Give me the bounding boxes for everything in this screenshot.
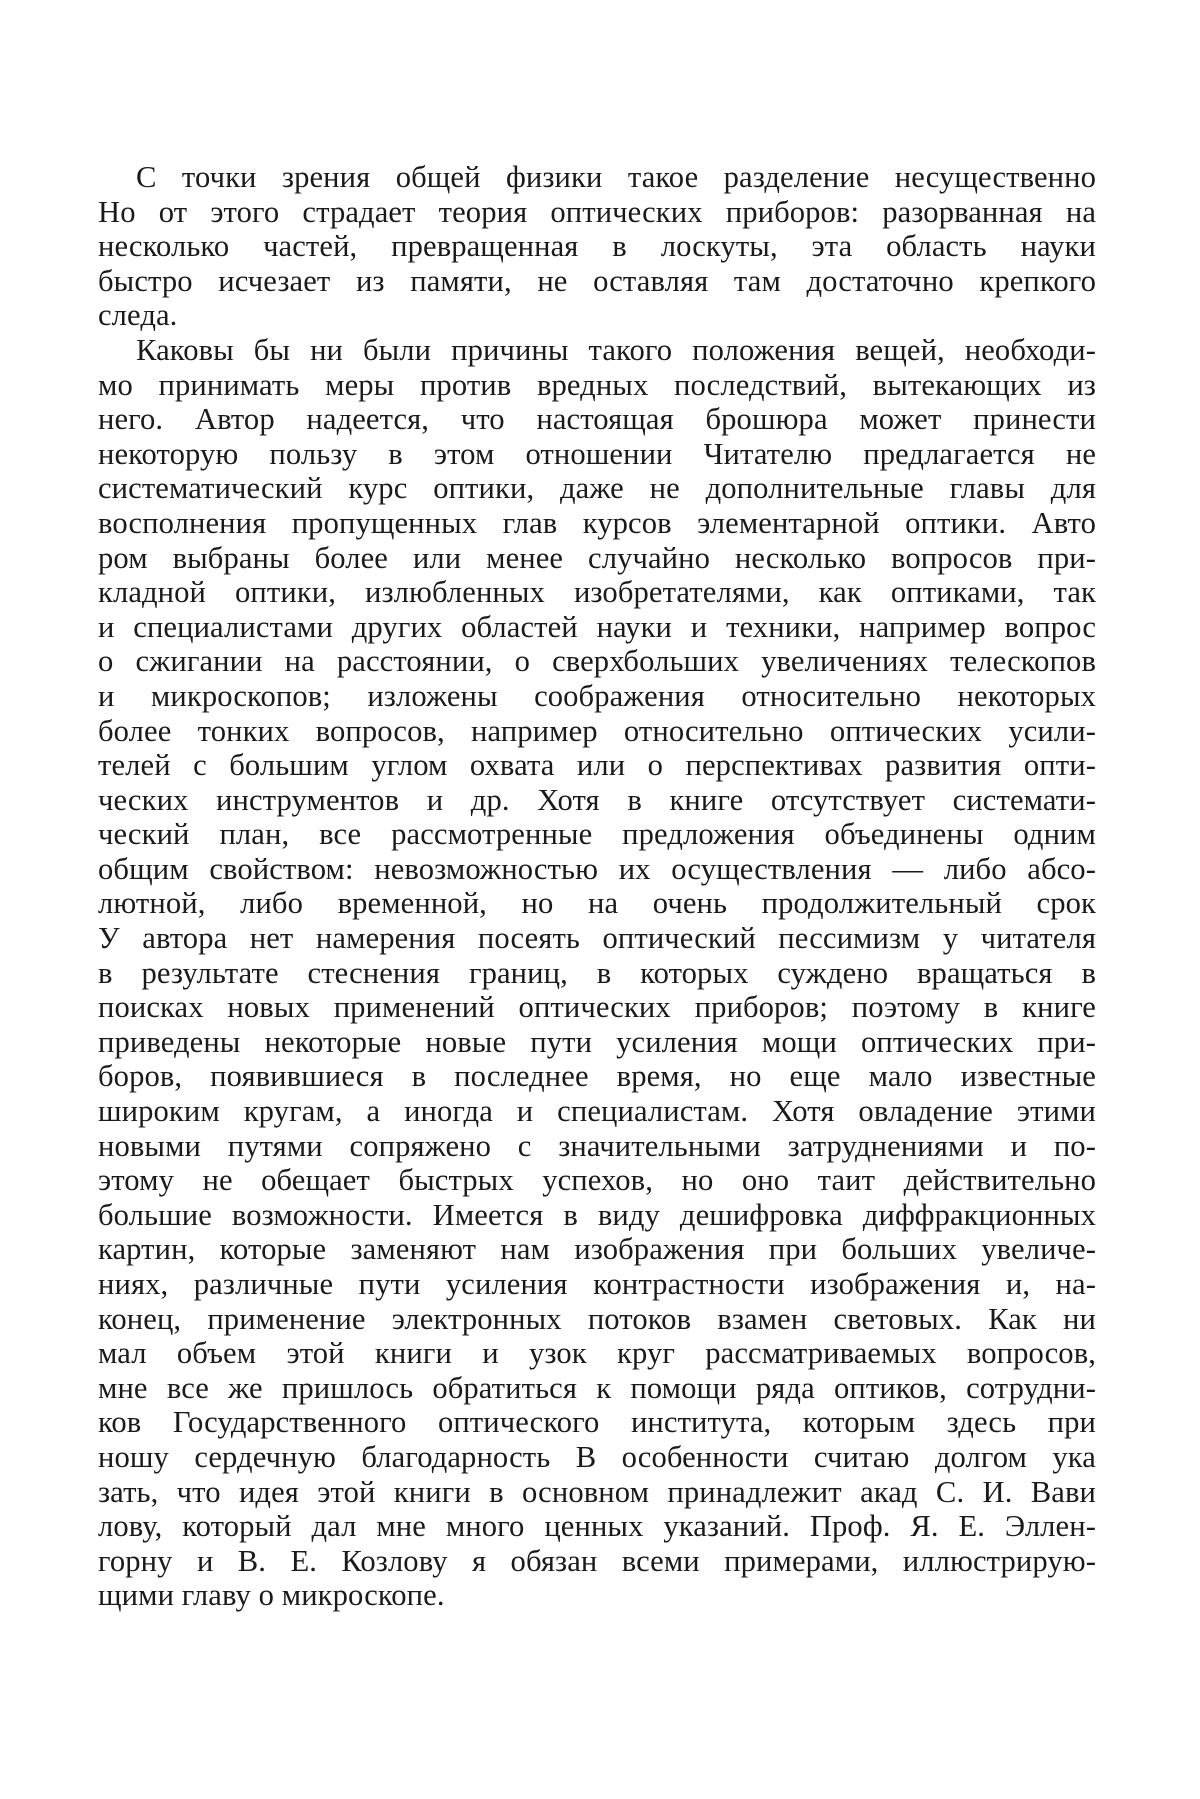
text-line: некоторую пользу в этом отношении Читателю предлагается не: [98, 436, 1096, 471]
text-line: в результате стеснения границ, в которых суждено вращаться в: [98, 955, 1096, 990]
text-line: ношу сердечную благодарность В особенности считаю долгом ука: [98, 1439, 1096, 1474]
text-line: конец, применение электронных потоков взамен световых. Как ни: [98, 1301, 1096, 1336]
text-line: следа.: [98, 298, 178, 333]
text-line: картин, которые заменяют нам изображения при больших увеличе-: [98, 1232, 1096, 1267]
text-line: ков Государственного оптического института, которым здесь при: [98, 1405, 1096, 1440]
text-line: ром выбраны более или менее случайно несколько вопросов при-: [98, 540, 1096, 575]
text-line: У автора нет намерения посеять оптический пессимизм у читателя: [98, 921, 1096, 956]
text-line: С точки зрения общей физики такое разделение несущественно: [136, 160, 1096, 194]
text-line: него. Автор надеется, что настоящая брошюра может принести: [98, 402, 1096, 437]
paragraph: [98, 160, 1096, 333]
text-line: поисках новых применений оптических приборов; поэтому в книге: [98, 990, 1096, 1025]
body-text: [98, 160, 1096, 1613]
text-line: кладной оптики, излюбленных изобретателями, как оптиками, так: [98, 575, 1096, 610]
text-line: зать, что идея этой книги в основном принадлежит акад С. И. Вави: [98, 1474, 1096, 1509]
text-line: Но от этого страдает теория оптических приборов: разорванная на: [98, 194, 1096, 229]
text-line: приведены некоторые новые пути усиления мощи оптических при-: [98, 1024, 1096, 1059]
text-line: общим свойством: невозможностью их осуществления — либо абсо-: [98, 851, 1096, 886]
text-line: и специалистами других областей науки и техники, например вопрос: [98, 609, 1096, 644]
text-line: о сжигании на расстоянии, о сверхбольших увеличениях телескопов: [98, 644, 1096, 679]
text-line: более тонких вопросов, например относительно оптических усили-: [98, 713, 1096, 748]
text-line: восполнения пропущенных глав курсов элементарной оптики. Авто: [98, 505, 1096, 540]
text-line: телей с большим углом охвата или о перспективах развития опти-: [98, 748, 1096, 783]
text-line: лютной, либо временной, но на очень продолжительный срок: [98, 886, 1096, 921]
text-line: ниях, различные пути усиления контрастности изображения и, на-: [98, 1267, 1096, 1301]
text-line: мне все же пришлось обратиться к помощи ряда оптиков, сотрудни-: [98, 1370, 1096, 1405]
text-line: широким кругам, а иногда и специалистам. Хотя овладение этими: [98, 1094, 1096, 1129]
text-line: щими главу о микроскопе.: [98, 1578, 445, 1613]
text-line: ческий план, все рассмотренные предложения объединены одним: [98, 817, 1096, 852]
text-line: лову, который дал мне много ценных указаний. Проф. Я. Е. Эллен-: [98, 1509, 1096, 1544]
text-line: новыми путями сопряжено с значительными затруднениями и по-: [98, 1128, 1096, 1163]
text-line: мал объем этой книги и узок круг рассматриваемых вопросов,: [98, 1336, 1096, 1371]
text-line: этому не обещает быстрых успехов, но оно таит действительно: [98, 1163, 1096, 1198]
text-line: несколько частей, превращенная в лоскуты, эта область науки: [98, 229, 1096, 264]
text-line: и микроскопов; изложены соображения относительно некоторых: [98, 678, 1096, 713]
text-line: Каковы бы ни были причины такого положения вещей, необходи-: [136, 332, 1096, 367]
text-line: большие возможности. Имеется в виду дешифровка диффракционных: [98, 1197, 1096, 1232]
text-line: ческих инструментов и др. Хотя в книге отсутствует системати-: [98, 782, 1096, 817]
paragraph: [98, 333, 1096, 1613]
text-line: горну и В. Е. Козлову я обязан всеми примерами, иллюстрирую-: [98, 1543, 1096, 1578]
text-line: боров, появившиеся в последнее время, но еще мало известные: [98, 1059, 1096, 1094]
text-line: мо принимать меры против вредных последствий, вытекающих из: [98, 367, 1096, 402]
text-line: систематический курс оптики, даже не дополнительные главы для: [98, 471, 1096, 506]
text-line: быстро исчезает из памяти, не оставляя там достаточно крепкого: [98, 263, 1096, 298]
